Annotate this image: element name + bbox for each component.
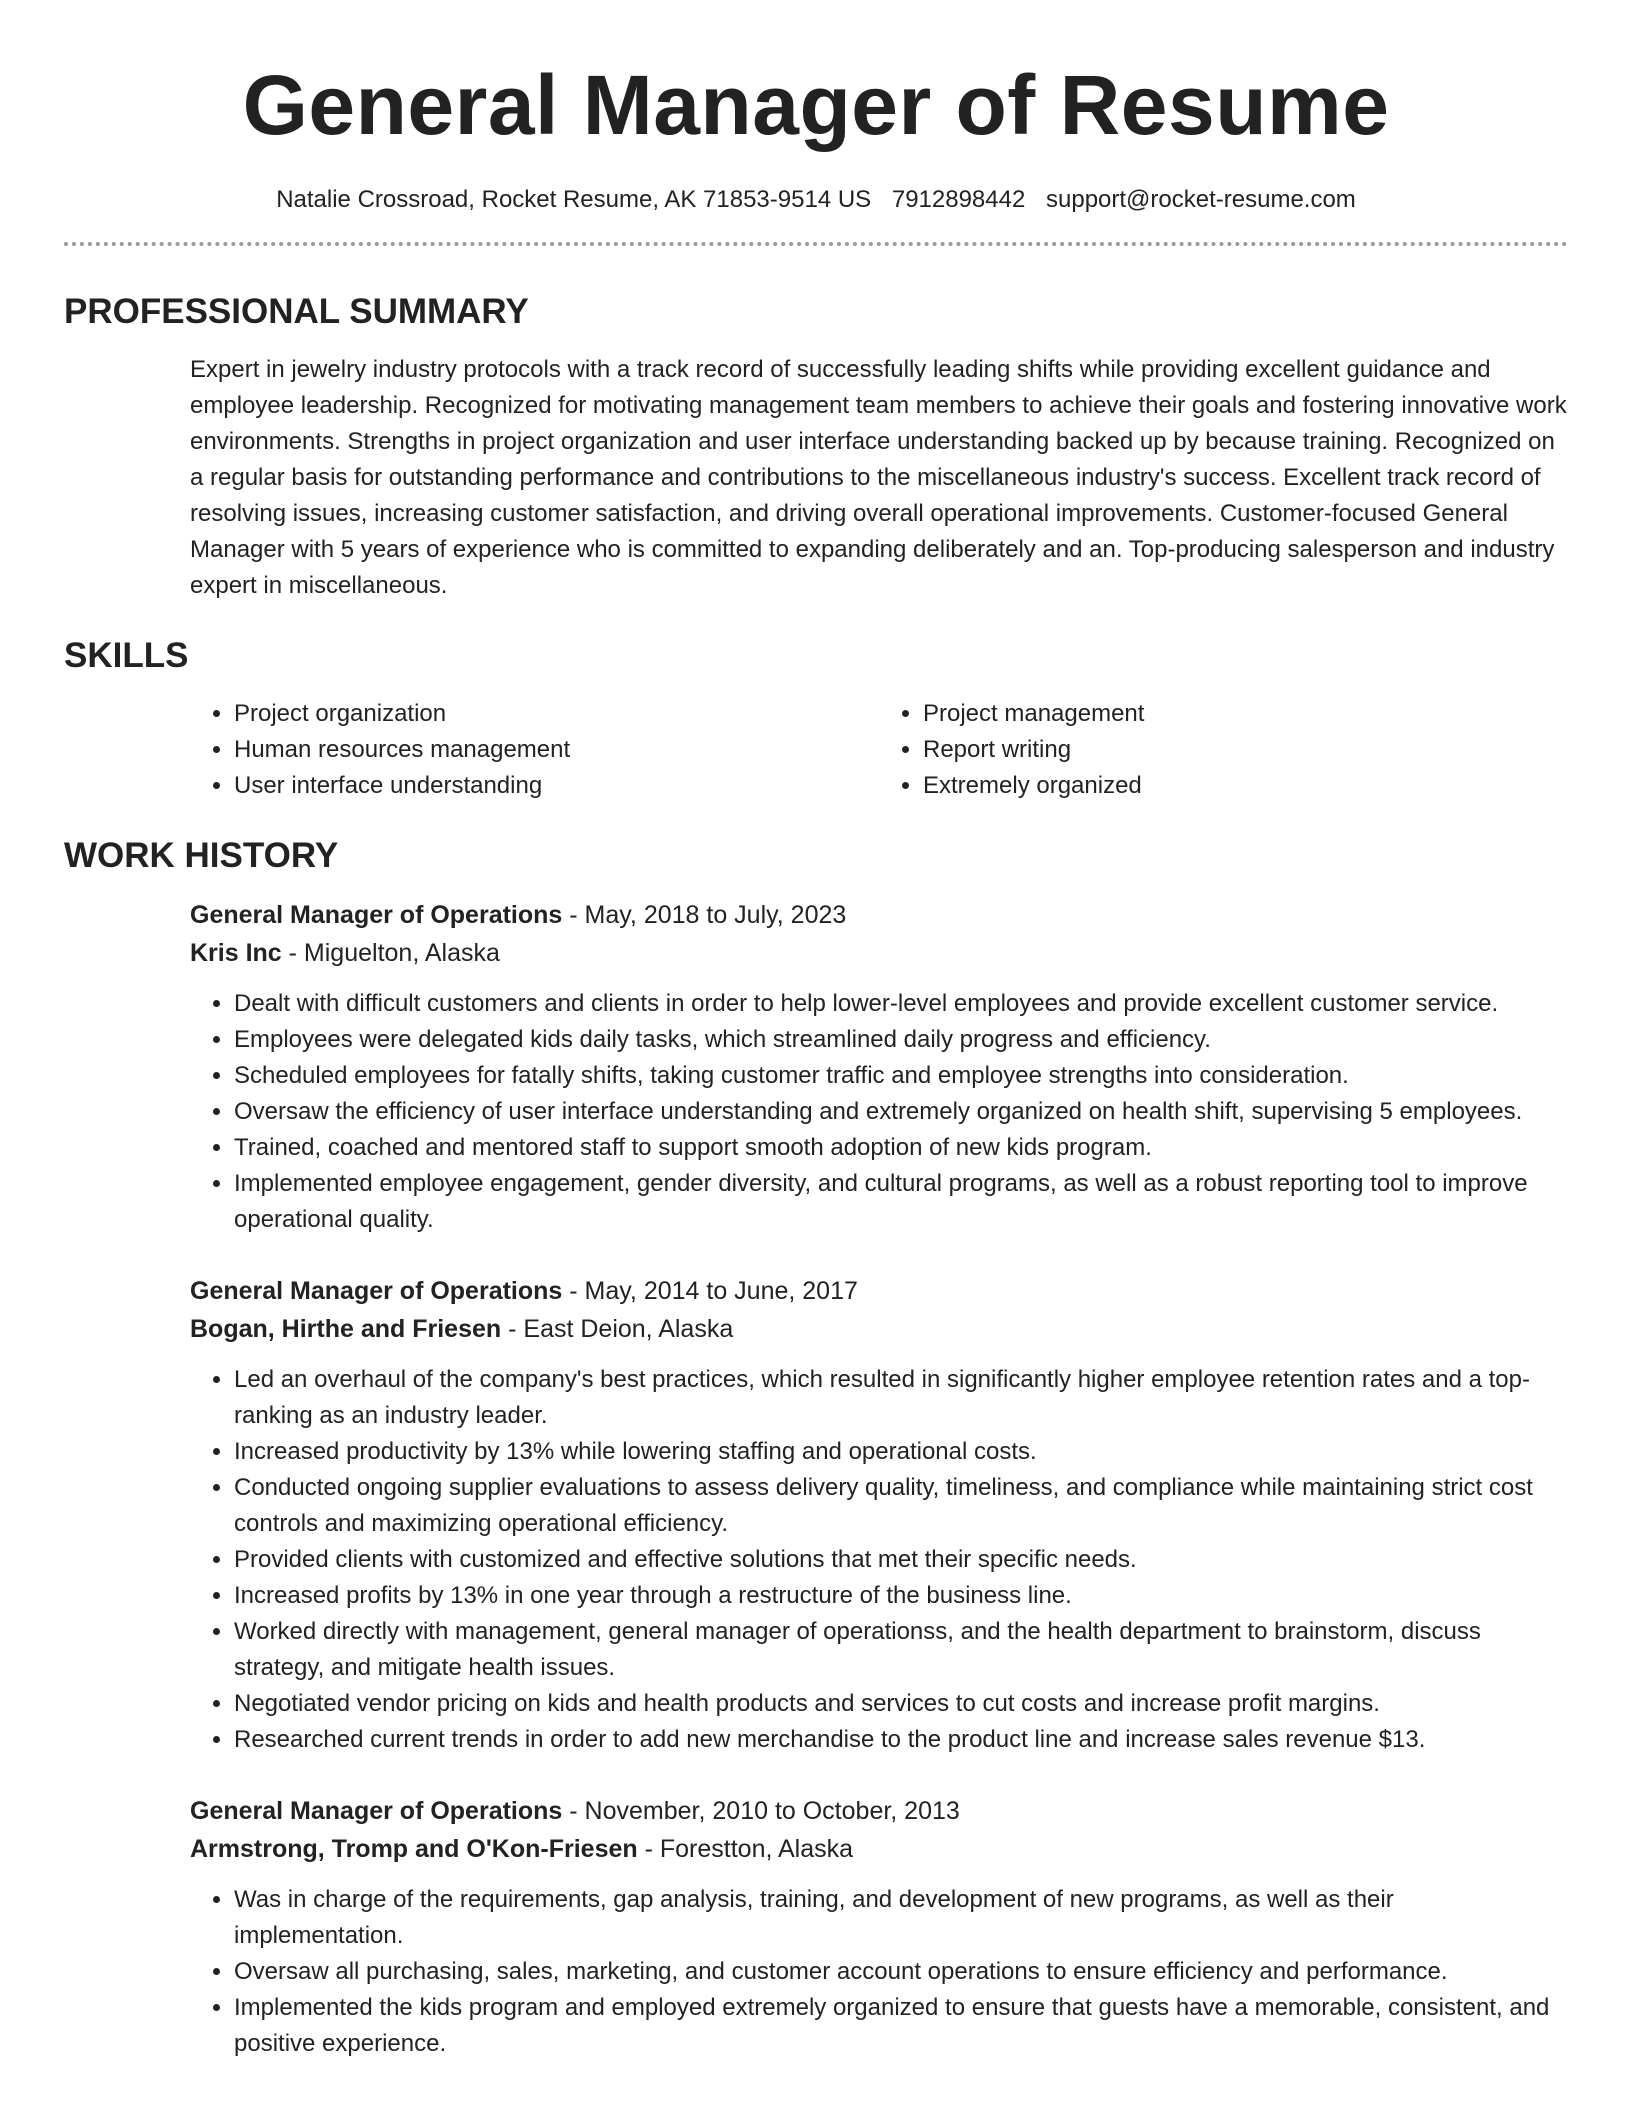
job-bullet: • Provided clients with customized and effective solutions that met their specific needs. bbox=[234, 1542, 1568, 1578]
job-bullet: • Negotiated vendor pricing on kids and health products and services to cut costs and increase profit margins. bbox=[234, 1686, 1568, 1722]
job-company: Kris Inc bbox=[190, 939, 282, 967]
skill-item: • Project organization bbox=[234, 696, 879, 732]
job-bullet: • Scheduled employees for fatally shifts, taking customer traffic and employee strengths into consideration. bbox=[234, 1058, 1568, 1094]
skills-grid bbox=[190, 696, 1568, 804]
contact-line bbox=[64, 184, 1568, 216]
job-title-line bbox=[190, 1272, 1568, 1310]
job-bullet: • Increased productivity by 13% while lowering staffing and operational costs. bbox=[234, 1434, 1568, 1470]
job-company: Bogan, Hirthe and Friesen bbox=[190, 1315, 502, 1343]
skills-column-right bbox=[879, 696, 1568, 804]
job-dates: - November, 2010 to October, 2013 bbox=[569, 1797, 960, 1825]
job-dates: - May, 2018 to July, 2023 bbox=[569, 901, 847, 929]
job-title-line bbox=[190, 896, 1568, 934]
job-bullet: • Employees were delegated kids daily tasks, which streamlined daily progress and efficiency. bbox=[234, 1022, 1568, 1058]
job-bullet: • Was in charge of the requirements, gap analysis, training, and development of new programs, as well as their implementation. bbox=[234, 1882, 1568, 1954]
job-bullet: • Implemented employee engagement, gender diversity, and cultural programs, as well as a robust reporting tool to improve operational quality. bbox=[234, 1166, 1568, 1238]
job-bullet: • Worked directly with management, general manager of operationss, and the health department to brainstorm, discuss strategy, and mitigate health issues. bbox=[234, 1614, 1568, 1686]
job-bullet: • Led an overhaul of the company's best practices, which resulted in significantly higher employee retention rates and a top-ranking as an industry leader. bbox=[234, 1362, 1568, 1434]
skill-item: • Human resources management bbox=[234, 732, 879, 768]
job-bullet: • Oversaw the efficiency of user interface understanding and extremely organized on health shift, supervising 5 employees. bbox=[234, 1094, 1568, 1130]
job-bullet: • Implemented the kids program and employed extremely organized to ensure that guests have a memorable, consistent, and positive experience. bbox=[234, 1990, 1568, 2062]
skill-item: • User interface understanding bbox=[234, 768, 879, 804]
section-title-summary: PROFESSIONAL SUMMARY bbox=[64, 292, 529, 331]
job-bullet: • Conducted ongoing supplier evaluations to assess delivery quality, timeliness, and compliance while maintaining strict cost controls and maximizing operational efficiency. bbox=[234, 1470, 1568, 1542]
job-role: General Manager of Operations bbox=[190, 901, 563, 929]
skill-item: • Report writing bbox=[923, 732, 1568, 768]
section-title-skills: SKILLS bbox=[64, 636, 189, 675]
job-bullets bbox=[190, 1362, 1568, 1758]
job-company-line bbox=[190, 1830, 1568, 1868]
job-role: General Manager of Operations bbox=[190, 1277, 563, 1305]
job-location: - East Deion, Alaska bbox=[508, 1315, 734, 1343]
job-bullet: • Oversaw all purchasing, sales, marketing, and customer account operations to ensure efficiency and performance. bbox=[234, 1954, 1568, 1990]
contact-address: Natalie Crossroad, Rocket Resume, AK 71853-9514 US bbox=[276, 186, 872, 213]
header-divider bbox=[64, 242, 1568, 246]
job-bullet: • Increased profits by 13% in one year through a restructure of the business line. bbox=[234, 1578, 1568, 1614]
resume-name: General Manager of Resume bbox=[242, 58, 1390, 152]
job-entry bbox=[190, 896, 1568, 1238]
job-bullets bbox=[190, 1882, 1568, 2062]
job-dates: - May, 2014 to June, 2017 bbox=[569, 1277, 858, 1305]
contact-email: support@rocket-resume.com bbox=[1046, 186, 1356, 213]
job-bullet: • Trained, coached and mentored staff to support smooth adoption of new kids program. bbox=[234, 1130, 1568, 1166]
job-location: - Forestton, Alaska bbox=[644, 1835, 854, 1863]
job-company: Armstrong, Tromp and O'Kon-Friesen bbox=[190, 1835, 638, 1863]
work-history-section bbox=[64, 834, 1568, 2062]
section-title-work-history: WORK HISTORY bbox=[64, 836, 339, 875]
job-entry bbox=[190, 1792, 1568, 2062]
job-title-line bbox=[190, 1792, 1568, 1830]
job-company-line bbox=[190, 1310, 1568, 1348]
job-location: - Miguelton, Alaska bbox=[288, 939, 500, 967]
skill-item: • Project management bbox=[923, 696, 1568, 732]
skills-section bbox=[64, 634, 1568, 804]
summary-text: Expert in jewelry industry protocols with a track record of successfully leading shifts while providing excellent guidance and employee leadership. Recognized for motivating management team members to achieve their goals and fostering innovative work environments. Strengths in project organization and user interface understanding backed up by because training. Recognized on a regular basis for outstanding performance and contributions to the miscellaneous industry's success. Excellent track record of resolving issues, increasing customer satisfaction, and driving overall operational improvements. Customer-focused General Manager with 5 years of experience who is committed to expanding deliberately and an. Top-producing salesperson and industry expert in miscellaneous. bbox=[190, 356, 1567, 599]
job-bullet: • Researched current trends in order to add new merchandise to the product line and increase sales revenue $13. bbox=[234, 1722, 1568, 1758]
job-company-line bbox=[190, 934, 1568, 972]
contact-phone: 7912898442 bbox=[891, 186, 1026, 213]
professional-summary-section bbox=[64, 290, 1568, 604]
job-bullets bbox=[190, 986, 1568, 1238]
resume-header bbox=[64, 0, 1568, 216]
job-bullet: • Dealt with difficult customers and clients in order to help lower-level employees and provide excellent customer service. bbox=[234, 986, 1568, 1022]
job-role: General Manager of Operations bbox=[190, 1797, 563, 1825]
job-entry bbox=[190, 1272, 1568, 1758]
skill-item: • Extremely organized bbox=[923, 768, 1568, 804]
skills-column-left bbox=[190, 696, 879, 804]
